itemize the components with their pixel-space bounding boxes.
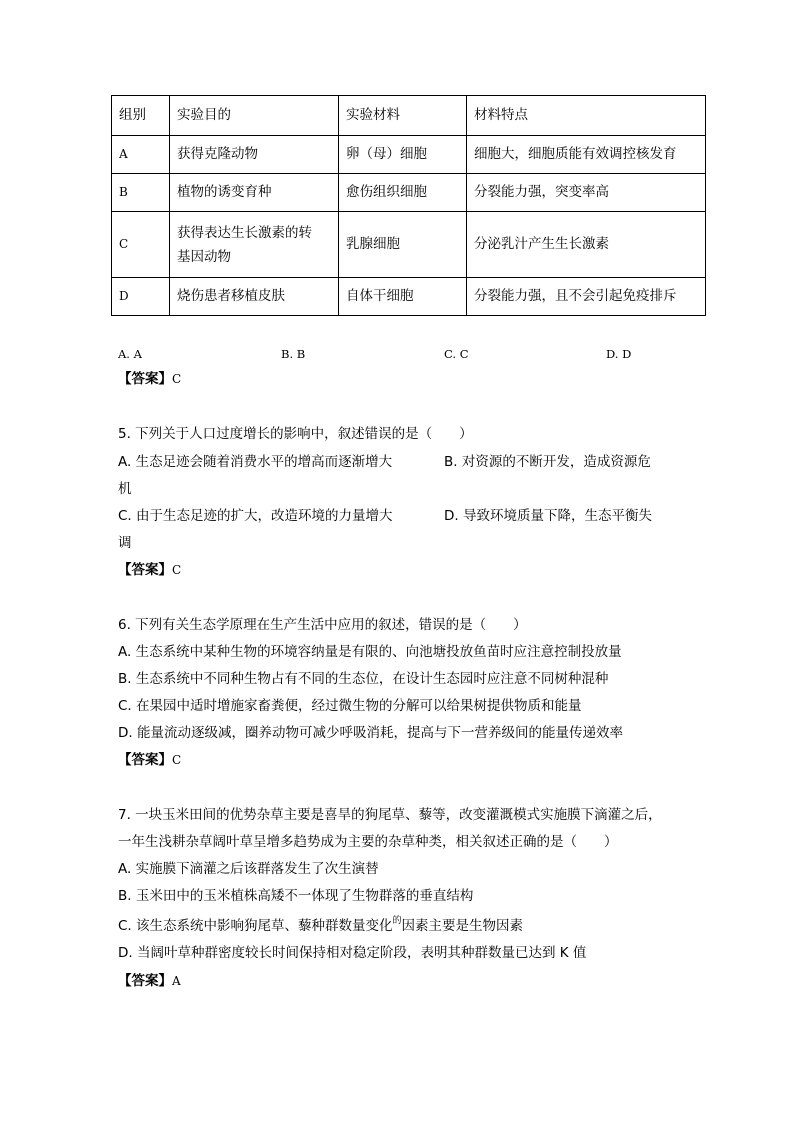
q5-stem: 5. 下列关于人口过度增长的影响中，叙述错误的是（ ）	[118, 426, 473, 442]
option-text-superscript: 的	[392, 916, 402, 926]
q5-option-b-cont: 机	[118, 481, 132, 497]
table-cell-purpose	[170, 212, 339, 278]
table-header-cell: 组别	[112, 96, 170, 136]
q6-answer	[118, 751, 181, 769]
answer-label: 【答案】	[118, 973, 172, 989]
table-row	[112, 278, 706, 316]
table-cell-feature: 分泌乳汁产生生长激素	[467, 212, 706, 278]
q7-option-d: D. 当阔叶草种群密度较长时间保持相对稳定阶段，表明其种群数量已达到 K 值	[118, 945, 587, 961]
table-cell-group: D	[112, 278, 170, 316]
q5-option-b: B. 对资源的不断开发，造成资源危	[444, 454, 651, 470]
table-header-cell: 材料特点	[467, 96, 706, 136]
table-cell-material: 愈伤组织细胞	[339, 174, 467, 212]
table-cell-purpose: 烧伤患者移植皮肤	[170, 278, 339, 316]
answer-value: A	[172, 974, 181, 988]
table-cell-material: 卵（母）细胞	[339, 136, 467, 174]
q7-option-b: B. 玉米田中的玉米植株高矮不一体现了生物群落的垂直结构	[118, 888, 474, 904]
q7-stem-cont: 一年生浅耕杂草阔叶草呈增多趋势成为主要的杂草种类，相关叙述正确的是（ ）	[118, 834, 618, 850]
q5-answer	[118, 561, 181, 579]
table-cell-material: 自体干细胞	[339, 278, 467, 316]
q6-option-d: D. 能量流动逐级减，圈养动物可减少呼吸消耗，提高与下一营养级间的能量传递效率	[118, 725, 623, 741]
table-row	[112, 174, 706, 212]
q6-stem: 6. 下列有关生态学原理在生产生活中应用的叙述，错误的是（ ）	[118, 617, 527, 633]
table-row	[112, 136, 706, 174]
table-cell-purpose: 获得克隆动物	[170, 136, 339, 174]
table-cell-feature: 分裂能力强，且不会引起免疫排斥	[467, 278, 706, 316]
q4-option-b: B. B	[281, 347, 306, 361]
answer-value: C	[172, 753, 182, 767]
purpose-line: 获得表达生长激素的转	[177, 224, 312, 241]
answer-label: 【答案】	[118, 371, 172, 387]
q7-option-a: A. 实施膜下滴灌之后该群落发生了次生演替	[118, 861, 379, 877]
option-text: C. 该生态系统中影响狗尾草、藜种群数量变化	[118, 918, 393, 934]
q7-answer	[118, 972, 181, 990]
q4-answer	[118, 370, 181, 388]
purpose-line: 基因动物	[177, 248, 231, 265]
q4-option-d: D. D	[606, 347, 632, 361]
table-header-cell: 实验材料	[339, 96, 467, 136]
q5-option-c: C. 由于生态足迹的扩大，改造环境的力量增大	[118, 508, 393, 524]
q6-option-c: C. 在果园中适时增施家畜粪便，经过微生物的分解可以给果树提供物质和能量	[118, 698, 582, 714]
q4-option-c: C. C	[444, 347, 469, 361]
q6-option-b: B. 生态系统中不同种生物占有不同的生态位，在设计生态园时应注意不同树种混种	[118, 671, 609, 687]
q4-option-a: A. A	[118, 347, 142, 361]
table-row	[112, 212, 706, 278]
table-cell-feature: 细胞大，细胞质能有效调控核发育	[467, 136, 706, 174]
q5-option-d: D. 导致环境质量下降，生态平衡失	[444, 508, 652, 524]
answer-label: 【答案】	[118, 562, 172, 578]
table-cell-feature: 分裂能力强，突变率高	[467, 174, 706, 212]
answer-label: 【答案】	[118, 752, 172, 768]
q5-option-a: A. 生态足迹会随着消费水平的增高而逐渐增大	[118, 454, 393, 470]
q7-stem: 7. 一块玉米田间的优势杂草主要是喜旱的狗尾草、藜等，改变灌溉模式实施膜下滴灌之后，	[118, 807, 662, 823]
experiment-table	[111, 95, 706, 316]
q6-option-a: A. 生态系统中某种生物的环境容纳量是有限的、向池塘投放鱼苗时应注意控制投放量	[118, 644, 622, 660]
q5-option-d-cont: 调	[118, 535, 132, 551]
table-cell-purpose: 植物的诱变育种	[170, 174, 339, 212]
table-cell-material: 乳腺细胞	[339, 212, 467, 278]
q7-option-c	[118, 917, 523, 937]
answer-value: C	[172, 372, 182, 386]
q4-options	[118, 347, 678, 363]
option-text: 因素主要是生物因素	[401, 918, 524, 934]
answer-value: C	[172, 563, 182, 577]
table-cell-group: C	[112, 212, 170, 278]
table-cell-group: A	[112, 136, 170, 174]
table-header-row	[112, 96, 706, 136]
table-cell-group: B	[112, 174, 170, 212]
table-header-cell: 实验目的	[170, 96, 339, 136]
